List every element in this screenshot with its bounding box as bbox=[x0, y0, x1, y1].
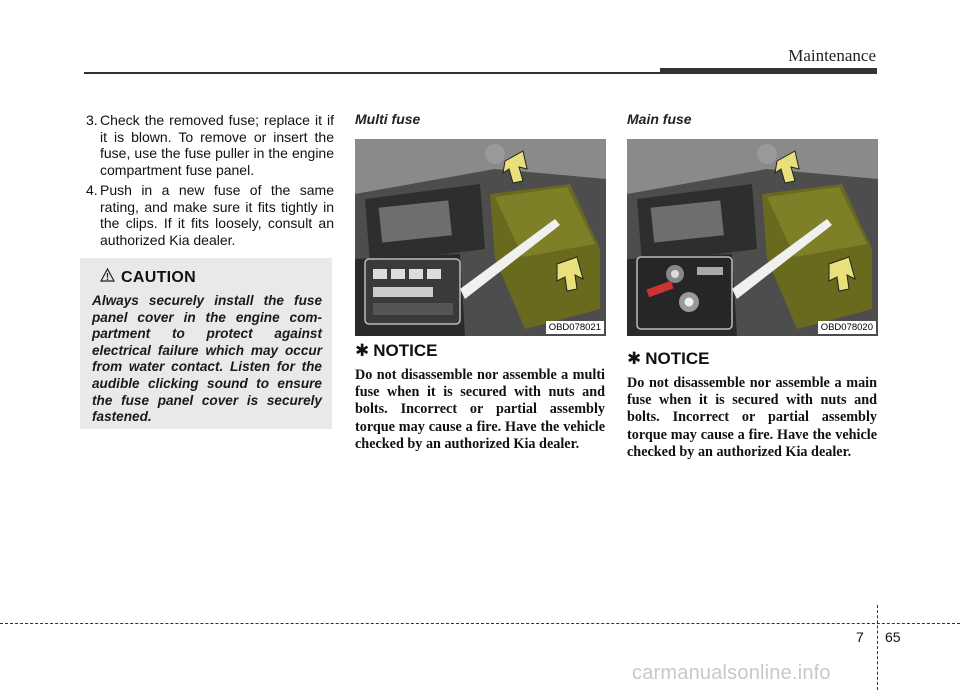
step-item bbox=[86, 182, 334, 248]
header-rule-accent bbox=[660, 68, 877, 74]
notice-star-icon: ✱ bbox=[355, 341, 370, 360]
main-fuse-notice-text: Do not disassemble nor assemble a main fuse when it is secured with nuts and bolts. Incorrect or partial assembly torque may cause a fire. Have the vehicle checked by an authorized Kia dealer. bbox=[627, 375, 877, 460]
multi-fuse-photo bbox=[355, 139, 606, 336]
multi-fuse-heading: Multi fuse bbox=[355, 111, 421, 127]
notice-star-icon: ✱ bbox=[627, 349, 642, 368]
step-text: Check the removed fuse; replace it if it is blown. To remove or insert the fuse, use the fuse puller in the engine compartment fuse panel. bbox=[100, 112, 334, 178]
notice-title-text: NOTICE bbox=[645, 349, 710, 368]
fuse-steps bbox=[86, 112, 334, 252]
watermark: carmanualsonline.info bbox=[632, 662, 831, 684]
caution-header bbox=[100, 268, 322, 287]
section-title: Maintenance bbox=[788, 46, 876, 65]
notice-title-text: NOTICE bbox=[373, 341, 438, 360]
main-fuse-heading: Main fuse bbox=[627, 111, 692, 127]
footer-rule bbox=[0, 623, 960, 624]
step-item bbox=[86, 112, 334, 178]
step-text: Push in a new fuse of the same rating, and make sure it fits tightly in the clips. If it fits loosely, consult an authorized Kia dealer. bbox=[100, 182, 334, 248]
main-fuse-notice-title bbox=[627, 349, 709, 369]
figure-code: OBD078021 bbox=[546, 321, 604, 334]
page-number: 65 bbox=[885, 629, 901, 645]
multi-fuse-notice-text: Do not disassemble nor assemble a multi fuse when it is secured with nuts and bolts. Incorrect or partial assembly torque may cause a fire. Have the vehicle checked by an authorized Kia dealer. bbox=[355, 367, 605, 452]
multi-fuse-notice-title bbox=[355, 341, 437, 361]
caution-box bbox=[80, 258, 332, 429]
footer-divider bbox=[877, 605, 878, 690]
step-number: 3. bbox=[86, 112, 98, 128]
chapter-number: 7 bbox=[856, 629, 864, 645]
step-number: 4. bbox=[86, 182, 98, 198]
warning-triangle-icon bbox=[100, 268, 115, 287]
figure-code: OBD078020 bbox=[818, 321, 876, 334]
main-fuse-photo bbox=[627, 139, 878, 336]
caution-title: CAUTION bbox=[121, 268, 196, 286]
caution-text: Always securely install the fuse panel cover in the engine com-partment to protect against electrical failure which may occur from water contact. Listen for the audible clicking sound to ensure the fuse panel cover is securely fastened. bbox=[92, 293, 322, 425]
header-rule bbox=[84, 72, 660, 74]
